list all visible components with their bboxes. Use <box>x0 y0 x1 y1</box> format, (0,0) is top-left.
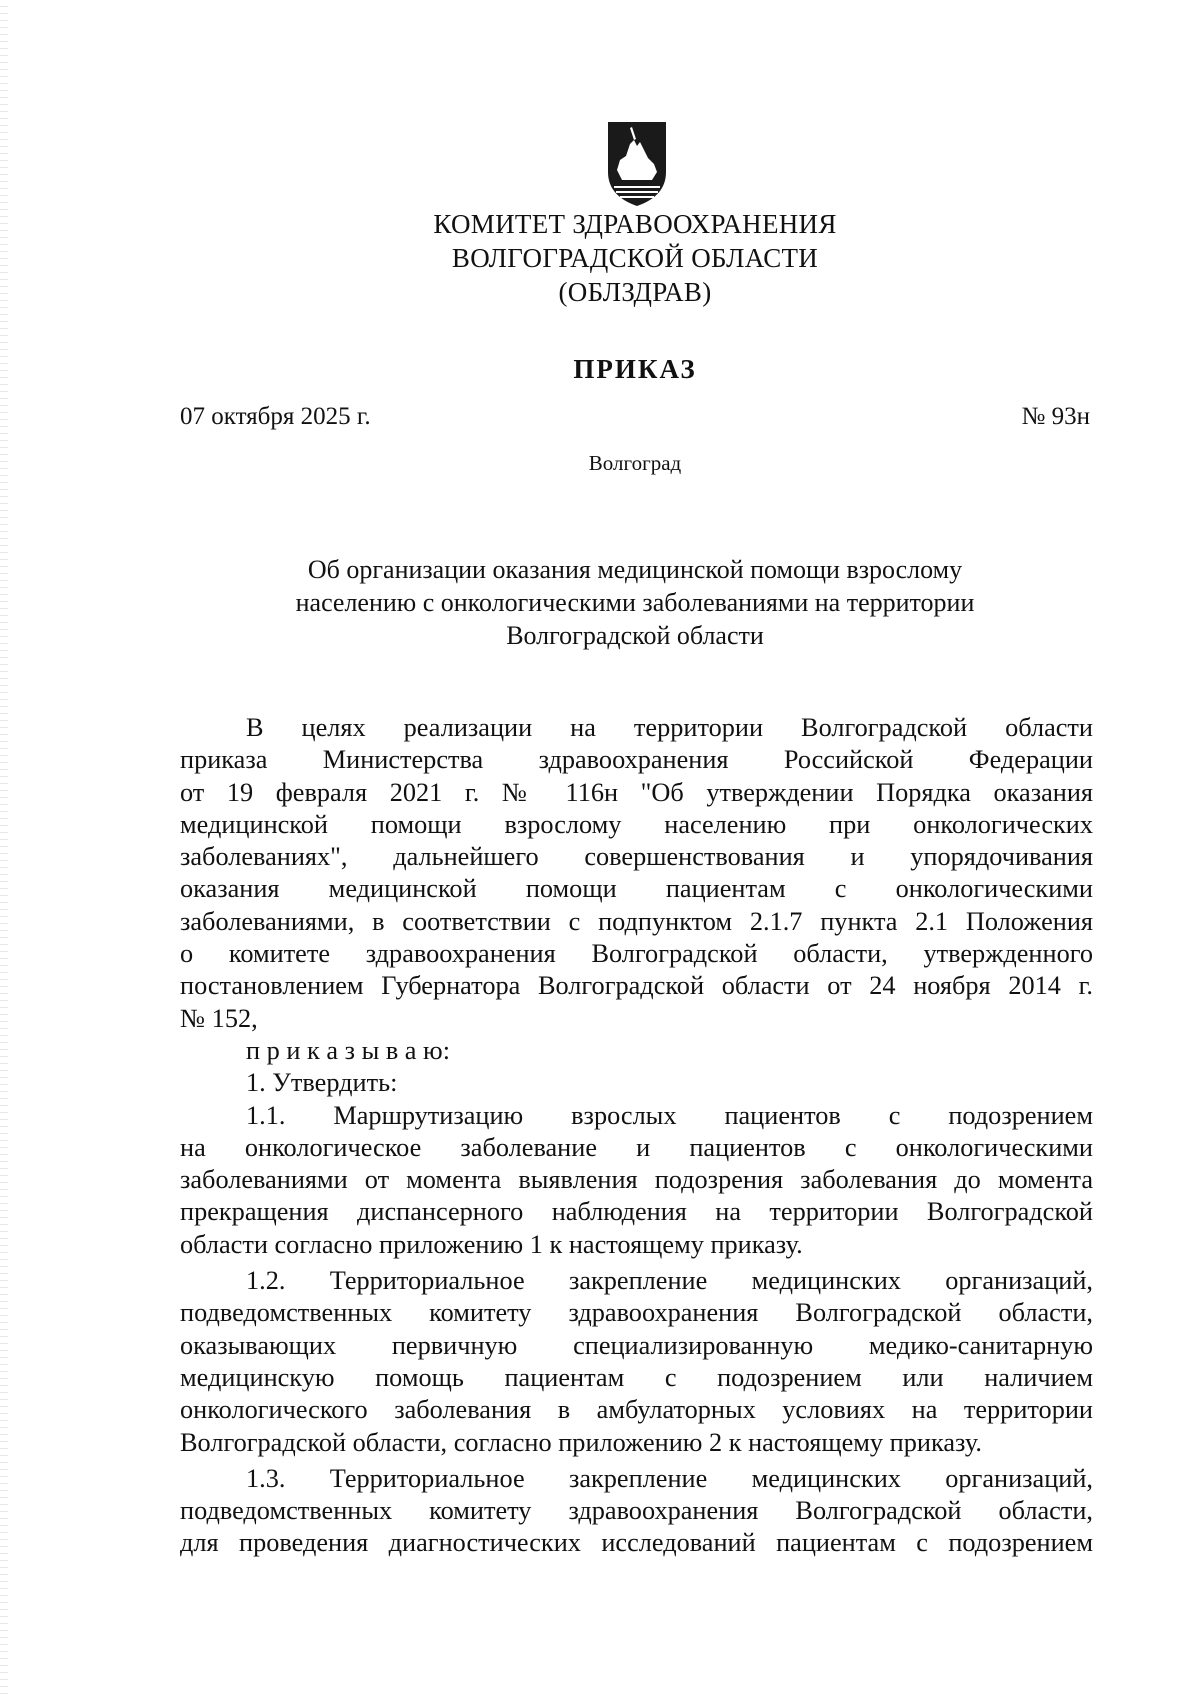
subject-line: Об организации оказания медицинской помощи взрослому <box>307 555 963 584</box>
body-line: для проведения диагностических исследований пациентам с подозрением <box>180 1528 1093 1558</box>
scan-edge-marks <box>0 0 8 1696</box>
volgograd-emblem-icon <box>604 120 670 208</box>
body-line: прекращения диспансерного наблюдения на территории Волгоградской <box>180 1197 1093 1227</box>
body-line: подведомственных комитету здравоохранения Волгоградской области, <box>180 1496 1093 1526</box>
clause-1-1: 1.1. Маршрутизацию взрослых пациентов с подозрением <box>246 1100 1093 1130</box>
body-line: на онкологическое заболевание и пациентов с онкологическими <box>180 1132 1093 1162</box>
body-line: заболеваниями, в соответствии с подпунктом 2.1.7 пункта 2.1 Положения <box>180 906 1093 936</box>
org-name-line: ВОЛГОГРАДСКОЙ ОБЛАСТИ <box>451 243 819 273</box>
document-type: ПРИКАЗ <box>573 354 697 384</box>
document-city: Волгоград <box>588 451 682 475</box>
body-line: заболеваниях", дальнейшего совершенствования и упорядочивания <box>180 842 1093 872</box>
document-date: 07 октября 2025 г. <box>180 403 371 430</box>
body-line: приказа Министерства здравоохранения Российской Федерации <box>180 745 1093 775</box>
body-line: № 152, <box>180 1003 258 1033</box>
body-line: медицинскую помощь пациентам с подозрением или наличием <box>180 1362 1093 1392</box>
order-word: п р и к а з ы в а ю: <box>246 1035 451 1065</box>
document-subject <box>220 553 1050 652</box>
body-line: области согласно приложению 1 к настоящему приказу. <box>180 1229 803 1259</box>
body-line: В целях реализации на территории Волгоградской области <box>246 713 1093 742</box>
body-line: от 19 февраля 2021 г. № 116н "Об утверждении Порядка оказания <box>180 777 1093 807</box>
document-body <box>180 712 1093 1560</box>
org-abbreviation: (ОБЛЗДРАВ) <box>558 277 712 307</box>
body-line: оказания медицинской помощи пациентам с онкологическими <box>180 874 1093 904</box>
clause-1-2: 1.2. Территориальное закрепление медицинских организаций, <box>246 1266 1093 1296</box>
body-line: оказывающих первичную специализированную медико-санитарную <box>180 1330 1093 1360</box>
body-line: подведомственных комитету здравоохранения Волгоградской области, <box>180 1298 1093 1328</box>
body-line: постановлением Губернатора Волгоградской области от 24 ноября 2014 г. <box>180 971 1093 1001</box>
subject-line: населению с онкологическими заболеваниями на территории <box>295 588 975 617</box>
clause-heading: 1. Утвердить: <box>246 1068 398 1098</box>
body-line: о комитете здравоохранения Волгоградской области, утвержденного <box>180 939 1093 969</box>
body-line: онкологического заболевания в амбулаторных условиях на территории <box>180 1395 1093 1425</box>
org-name-line: КОМИТЕТ ЗДРАВООХРАНЕНИЯ <box>433 209 837 239</box>
subject-line: Волгоградской области <box>506 621 764 650</box>
body-line: заболеваниями от момента выявления подозрения заболевания до момента <box>180 1165 1093 1195</box>
body-line: медицинской помощи взрослому населению при онкологических <box>180 809 1093 839</box>
clause-1-3: 1.3. Территориальное закрепление медицинских организаций, <box>246 1463 1093 1493</box>
body-line: Волгоградской области, согласно приложению 2 к настоящему приказу. <box>180 1427 982 1457</box>
document-number: № 93н <box>1021 403 1090 430</box>
